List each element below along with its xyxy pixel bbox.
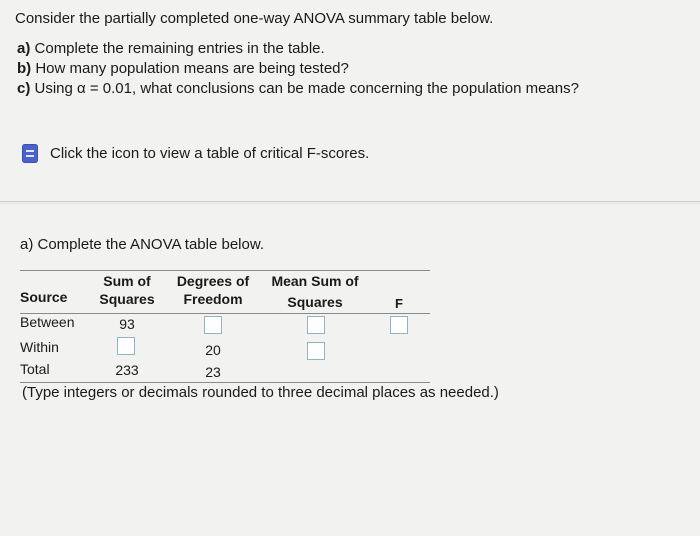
- row-between-ms-input[interactable]: [307, 316, 325, 334]
- row-total-source: Total: [20, 361, 50, 377]
- header-df-line1: Degrees of: [176, 273, 250, 289]
- table-header-rule: [20, 313, 430, 314]
- part-text: How many population means are being tested?: [35, 60, 349, 77]
- row-within-ss-input[interactable]: [117, 337, 135, 355]
- part-label: c): [17, 80, 31, 97]
- header-f: F: [395, 296, 403, 311]
- row-between-df-input[interactable]: [204, 316, 222, 334]
- part-text: Complete the remaining entries in the table.: [34, 40, 325, 57]
- question-part-b: [17, 60, 349, 77]
- question-title: Consider the partially completed one-way ANOVA summary table below.: [15, 10, 494, 27]
- row-between-ss: 93: [119, 316, 135, 332]
- section-divider: [0, 201, 700, 202]
- row-total-ss: 233: [115, 362, 139, 378]
- row-total-df: 23: [205, 364, 221, 380]
- hint-text: Click the icon to view a table of critical F-scores.: [50, 145, 370, 162]
- header-ms-line2: Squares: [287, 294, 343, 310]
- row-between-source: Between: [20, 314, 75, 330]
- part-label: b): [17, 60, 32, 77]
- part-text: Using α = 0.01, what conclusions can be made concerning the population means?: [34, 80, 579, 97]
- table-top-rule: [20, 270, 430, 271]
- section-a-heading: a) Complete the ANOVA table below.: [20, 236, 265, 253]
- answer-format-note: (Type integers or decimals rounded to three decimal places as needed.): [22, 384, 499, 401]
- row-within-source: Within: [20, 339, 59, 355]
- row-within-ms-input[interactable]: [307, 342, 325, 360]
- part-label: a): [17, 40, 31, 57]
- section-divider-shadow: [0, 203, 700, 204]
- question-part-c: [17, 80, 579, 97]
- question-part-a: [17, 40, 325, 57]
- document-icon[interactable]: [22, 144, 38, 163]
- row-between-f-input[interactable]: [390, 316, 408, 334]
- header-ss-line1: Sum of: [103, 273, 151, 289]
- row-within-df: 20: [205, 342, 221, 358]
- header-ss-line2: Squares: [99, 291, 155, 307]
- header-ms-line1: Mean Sum of: [271, 273, 359, 289]
- header-source: Source: [20, 289, 68, 305]
- table-bottom-rule: [20, 382, 430, 383]
- header-df-line2: Freedom: [183, 291, 243, 307]
- critical-f-hint: [22, 144, 369, 163]
